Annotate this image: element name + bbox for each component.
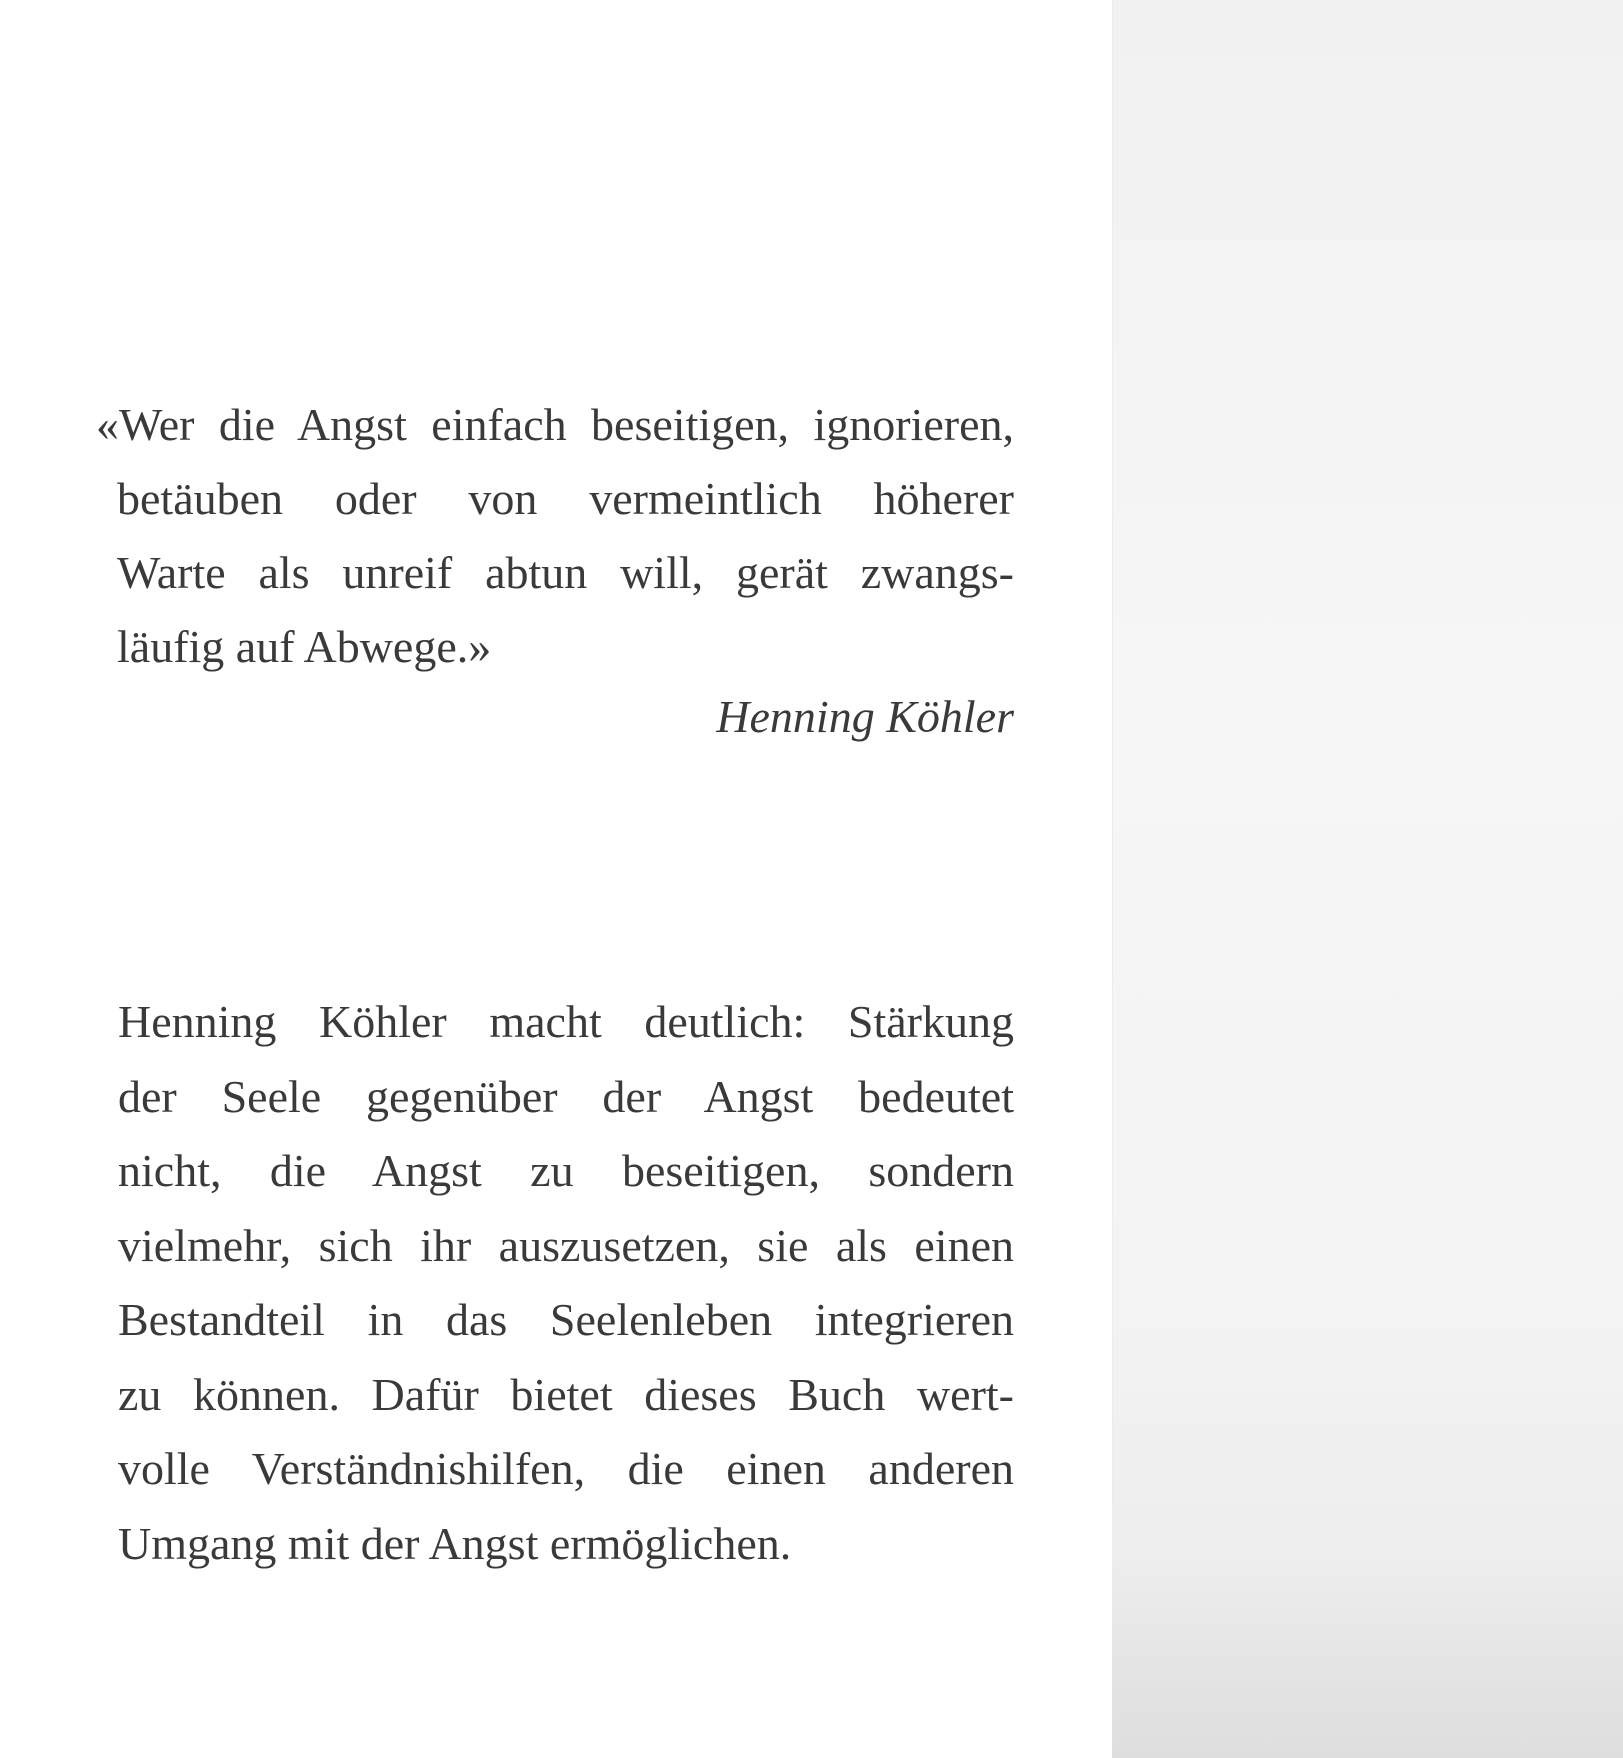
blurb-line: vielmehr, sich ihr auszusetzen, sie als einen [118,1219,1014,1271]
flap-shadow [1112,1558,1623,1758]
blurb-line: der Seele gegenüber der Angst bedeutet [118,1070,1014,1122]
quote-author: Henning Köhler [716,691,1014,742]
blurb-line: nicht, die Angst zu beseitigen, sondern [118,1145,1014,1196]
cover-flap [1112,0,1623,1758]
quote-line: betäuben oder von vermeintlich höherer [117,473,1014,524]
blurb-line: Bestandteil in das Seelenleben integrieren [118,1294,1014,1345]
blurb-line: zu können. Dafür bietet dieses Buch wert- [118,1368,1014,1420]
quote-line: läufig auf Abwege.» [117,621,492,672]
quote-line: Warte als unreif abtun will, gerät zwangs- [117,547,1014,598]
blurb-line: Henning Köhler macht deutlich: Stärkung [118,996,1014,1047]
blurb-line: Umgang mit der Angst ermöglichen. [118,1517,792,1569]
blurb-paragraph [118,985,1014,1581]
quote-line: «Wer die Angst einfach beseitigen, ignorieren, [96,399,1014,450]
blurb-line: volle Verständnishilfen, die einen anderen [118,1443,1014,1494]
epigraph-quote [96,388,1014,684]
